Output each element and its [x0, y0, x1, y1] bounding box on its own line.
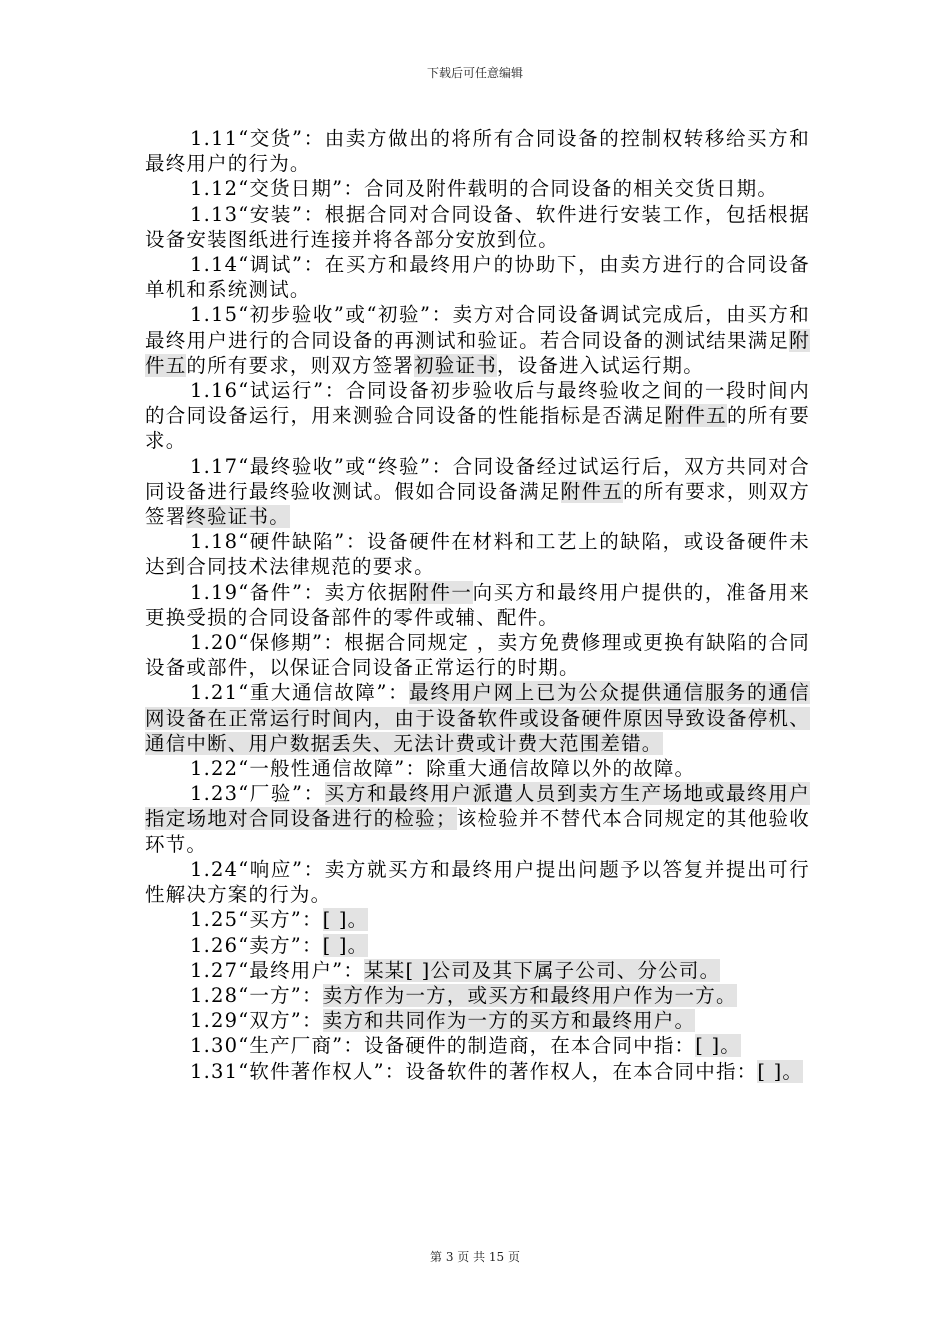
clause-paragraph	[145, 378, 810, 454]
highlighted-text: [ ]。	[322, 908, 369, 932]
clause-paragraph	[145, 781, 810, 857]
highlighted-text: [ ]。	[695, 1034, 741, 1058]
clause-paragraph	[145, 680, 810, 756]
clause-paragraph	[145, 529, 810, 579]
page-footer: 第 3 页 共 15 页	[430, 1250, 520, 1264]
highlighted-text: 某某[ ]公司及其下属子公司、分公司。	[364, 958, 721, 982]
clause-text: 的所有要求，则双方签署	[186, 353, 415, 377]
clause-text: 1.14“调试”：在买方和最终用户的协助下，由卖方进行的合同设备单机和系统测试。	[145, 253, 810, 302]
clause-paragraph	[145, 983, 810, 1008]
clause-text: 1.19“备件”：卖方依据	[190, 580, 410, 604]
clause-text: 该检验并不替代本合同规定的其他验收环节。	[145, 807, 810, 856]
clause-paragraph	[145, 302, 810, 378]
highlighted-text: 卖方和共同作为一方的买方和最终用户。	[322, 1009, 696, 1033]
clause-paragraph	[145, 202, 810, 252]
clause-paragraph	[145, 126, 810, 176]
highlighted-text: 买方和最终用户派遣人员到卖方生产场地或最终用户指定场地对合同设备进行的检验；	[145, 782, 811, 831]
clause-text: 1.17“最终验收”或“终验”：合同设备经过试运行后，双方共同对合同设备进行最终验收测试。假如合同设备满足	[145, 454, 810, 503]
clause-text: 1.27“最终用户”：	[190, 958, 365, 982]
clause-text: 1.29“双方”：	[190, 1009, 323, 1033]
clause-paragraph	[145, 1008, 810, 1033]
clause-text: 1.21“重大通信故障”：	[190, 681, 410, 705]
clause-text: 1.22“一般性通信故障”：除重大通信故障以外的故障。	[190, 757, 696, 781]
highlighted-text: [ ]。	[757, 1059, 804, 1083]
highlighted-text: 附件一	[409, 580, 473, 604]
clause-text: 1.15“初步验收”或“初验”：卖方对合同设备调试完成后，由买方和最终用户进行的合同设备的再测试和验证。若合同设备的测试结果满足	[145, 303, 810, 352]
clause-text: 1.16“试运行”：合同设备初步验收后与最终验收之间的一段时间内的合同设备运行，用来测验合同设备的性能指标是否满足	[145, 379, 810, 428]
clause-text: 1.30“生产厂商”：设备硬件的制造商，在本合同中指：	[190, 1034, 696, 1058]
highlighted-text: 卖方作为一方，或买方和最终用户作为一方。	[322, 983, 737, 1007]
clause-text: 1.11“交货”：由卖方做出的将所有合同设备的控制权转移给买方和最终用户的行为。	[145, 127, 810, 176]
clause-text: 1.24“响应”：卖方就买方和最终用户提出问题予以答复并提出可行性解决方案的行为。	[145, 857, 810, 907]
highlighted-text: 附件五	[664, 404, 727, 428]
clause-text: 1.25“买方”：	[190, 908, 323, 932]
clause-paragraph	[145, 756, 810, 781]
clause-paragraph	[145, 454, 810, 530]
clause-text: 1.31“软件著作权人”：设备软件的著作权人，在本合同中指：	[190, 1059, 758, 1083]
highlighted-text: 最终用户网上已为公众提供通信服务的通信网设备在正常运行时间内，由于设备软件或设备硬件原因导致设备停机、通信中断、用户数据丢失、无法计费或计费大范围差错。	[145, 681, 810, 755]
highlighted-text: 附件五	[145, 328, 810, 377]
highlighted-text: [ ]。	[322, 933, 369, 957]
clause-text: 1.23“厂验”：	[190, 782, 325, 806]
clause-text: 1.18“硬件缺陷”：设备硬件在材料和工艺上的缺陷，或设备硬件未达到合同技术法律规范的要求。	[145, 530, 810, 579]
clause-text: 的所有要求。	[145, 404, 810, 453]
clause-paragraph	[145, 252, 810, 302]
clause-text: 1.13“安装”：根据合同对合同设备、软件进行安装工作，包括根据设备安装图纸进行连接并将各部分安放到位。	[145, 202, 810, 251]
page-header: 下载后可任意编辑	[426, 66, 523, 80]
clause-text: ，设备进入试运行期。	[496, 353, 704, 377]
clause-paragraph	[145, 857, 810, 907]
clause-text: 1.12“交货日期”：合同及附件载明的合同设备的相关交货日期。	[190, 177, 779, 201]
clause-paragraph	[145, 1059, 810, 1084]
clause-paragraph	[145, 580, 810, 630]
highlighted-text: 附件五	[560, 479, 624, 503]
clause-paragraph	[145, 958, 810, 983]
document-body	[145, 126, 810, 1084]
clause-text: 向买方和最终用户提供的，准备用来更换受损的合同设备部件的零件或辅、配件。	[145, 580, 810, 629]
clause-text: 1.20“保修期”：根据合同规定 ，卖方免费修理或更换有缺陷的合同设备或部件，以保证合同设备正常运行的时期。	[145, 631, 810, 680]
clause-text: 1.26“卖方”：	[190, 933, 323, 957]
clause-paragraph	[145, 907, 810, 932]
clause-text: 的所有要求，则双方签署	[145, 479, 810, 529]
clause-paragraph	[145, 933, 810, 958]
highlighted-text: 初验证书	[414, 353, 497, 377]
clause-paragraph	[145, 1033, 810, 1058]
clause-paragraph	[145, 630, 810, 680]
clause-text: 1.28“一方”：	[190, 983, 323, 1007]
clause-paragraph	[145, 176, 810, 201]
highlighted-text: 终验证书。	[186, 505, 290, 529]
